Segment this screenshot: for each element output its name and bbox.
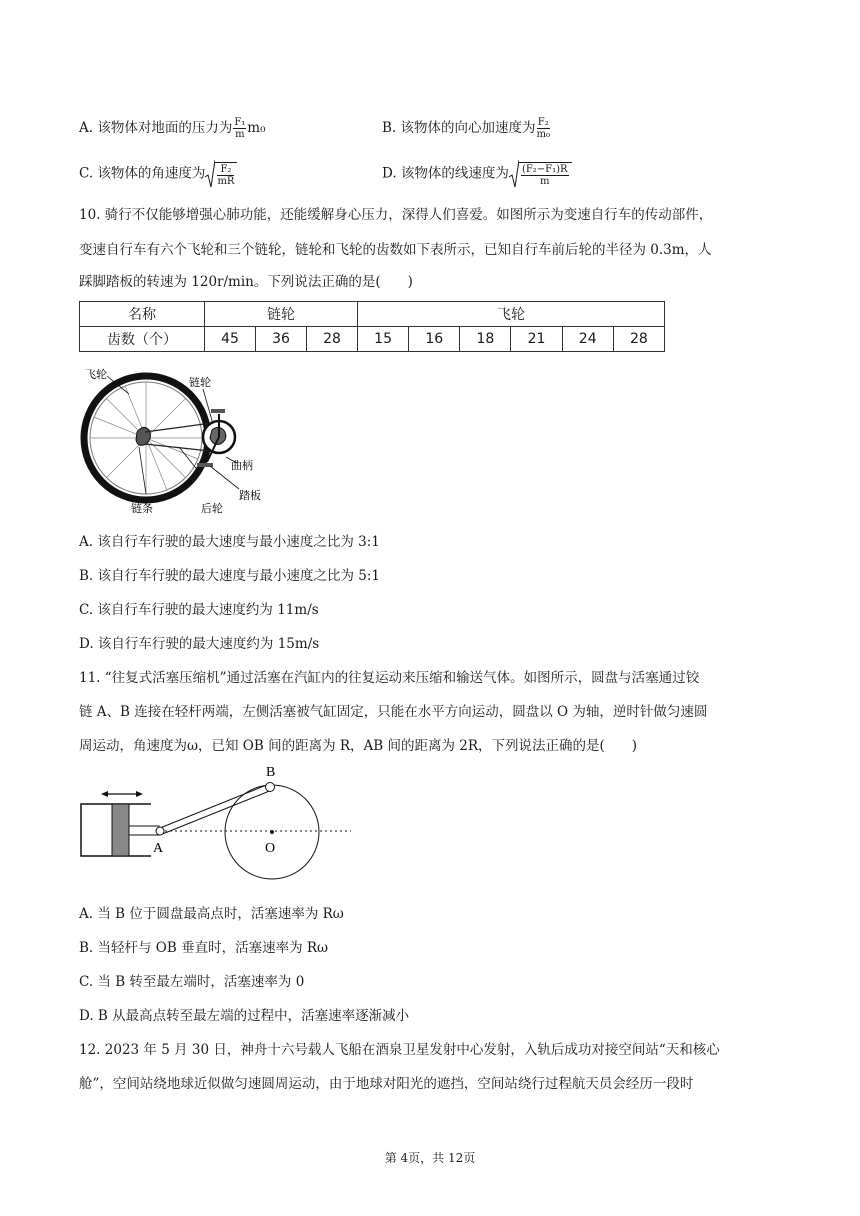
table-cell: 28 [307, 327, 358, 352]
table-row [80, 327, 665, 352]
label-a: A [153, 841, 164, 856]
q12-stem-line-1: 12. 2023 年 5 月 30 日，神舟十六号载人飞船在酒泉卫星发射中心发射，入轨后成功对接空间站“天和核心 [79, 1042, 720, 1058]
label-chain: 链条 [131, 502, 153, 515]
label-rear-wheel: 后轮 [201, 502, 223, 515]
label-crank: 曲柄 [231, 459, 253, 472]
hinge-a [156, 827, 164, 835]
q10-option-b: B. 该自行车行驶的最大速度与最小速度之比为 5:1 [79, 568, 381, 584]
q11-stem-line-2: 链 A、B 连接在轻杆两端，左侧活塞被气缸固定，只能在水平方向运动，圆盘以 O 为轴，逆时针做匀速圆 [79, 704, 708, 720]
q9-option-a: A. 该物体对地面的压力为 $\frac{\text{F₁}}{m}$ m₀ [79, 117, 266, 140]
label-chainring: 链轮 [189, 376, 211, 389]
hinge-b [266, 783, 275, 792]
center-o [270, 830, 274, 834]
flywheel-cassette [136, 427, 150, 445]
bicycle-transmission-figure [79, 362, 279, 520]
q10-option-d: D. 该自行车行驶的最大速度约为 15m/s [79, 636, 320, 652]
gear-teeth-table [79, 301, 665, 352]
table-cell: 36 [256, 327, 307, 352]
piston-compressor-figure [79, 764, 355, 888]
pedal-upper [211, 409, 225, 413]
q11-option-c: C. 当 B 转至最左端时，活塞速率为 0 [79, 974, 305, 990]
table-row-label: 齿数（个） [80, 327, 205, 352]
q11-option-b: B. 当轻杆与 OB 垂直时，活塞速率为 Rω [79, 940, 329, 956]
piston-rod [129, 826, 159, 835]
link-rod-lower [160, 790, 272, 835]
arrow-head-right [136, 791, 143, 797]
q9-option-d: D. 该物体的线速度为 $\frac{\text{(F₂−F₁)R}}{m}$ [382, 160, 572, 188]
label-o: O [265, 841, 276, 856]
label-flywheel: 飞轮 [85, 368, 107, 381]
table-cell: 18 [460, 327, 511, 352]
q10-stem-line-3: 踩脚踏板的转速为 120r/min。下列说法正确的是( ) [79, 274, 413, 290]
q9-option-b: B. 该物体的向心加速度为 $\frac{\text{F₂}}{\text{m₀}}$ [382, 117, 551, 140]
chainring-spider [210, 427, 226, 444]
table-cell: 15 [358, 327, 409, 352]
table-cell: 21 [511, 327, 562, 352]
label-b: B [266, 765, 276, 780]
q9-option-c: C. 该物体的角速度为 $\frac{\text{F₂}}{mR}$ [79, 160, 237, 188]
q11-option-d: D. B 从最高点转至最左端的过程中，活塞速率逐渐减小 [79, 1008, 410, 1024]
page-footer: 第 4页，共 12页 [384, 1151, 476, 1165]
q10-stem-line-2: 变速自行车有六个飞轮和三个链轮，链轮和飞轮的齿数如下表所示，已知自行车前后轮的半径为 0.3m，人 [79, 242, 712, 258]
q11-option-a: A. 当 B 位于圆盘最高点时，活塞速率为 Rω [79, 906, 344, 922]
q10-option-c: C. 该自行车行驶的最大速度约为 11m/s [79, 602, 319, 618]
table-header-flywheel: 飞轮 [358, 302, 665, 327]
arrow-head-left [101, 791, 108, 797]
piston [112, 804, 129, 856]
q11-stem-line-3: 周运动，角速度为ω，已知 OB 间的距离为 R，AB 间的距离为 2R，下列说法正确的是( ) [79, 738, 638, 754]
table-cell: 45 [205, 327, 256, 352]
table-header-name: 名称 [80, 302, 205, 327]
table-cell: 24 [562, 327, 613, 352]
q10-stem-line-1: 10. 骑行不仅能够增强心肺功能，还能缓解身心压力，深得人们喜爱。如图所示为变速自行车的传动部件， [79, 207, 713, 223]
q11-stem-line-1: 11. “往复式活塞压缩机”通过活塞在汽缸内的往复运动来压缩和输送气体。如图所示，圆盘与活塞通过铰 [79, 670, 700, 686]
link-rod-upper [160, 784, 269, 828]
q12-stem-line-2: 舱”，空间站绕地球近似做匀速圆周运动，由于地球对阳光的遮挡，空间站绕行过程航天员会经历一段时 [79, 1076, 694, 1092]
table-header-row [80, 302, 665, 327]
table-cell: 28 [613, 327, 664, 352]
table-header-chainring: 链轮 [205, 302, 358, 327]
table-cell: 16 [409, 327, 460, 352]
label-pedal: 踏板 [239, 489, 261, 502]
q10-option-a: A. 该自行车行驶的最大速度与最小速度之比为 3:1 [79, 534, 380, 550]
